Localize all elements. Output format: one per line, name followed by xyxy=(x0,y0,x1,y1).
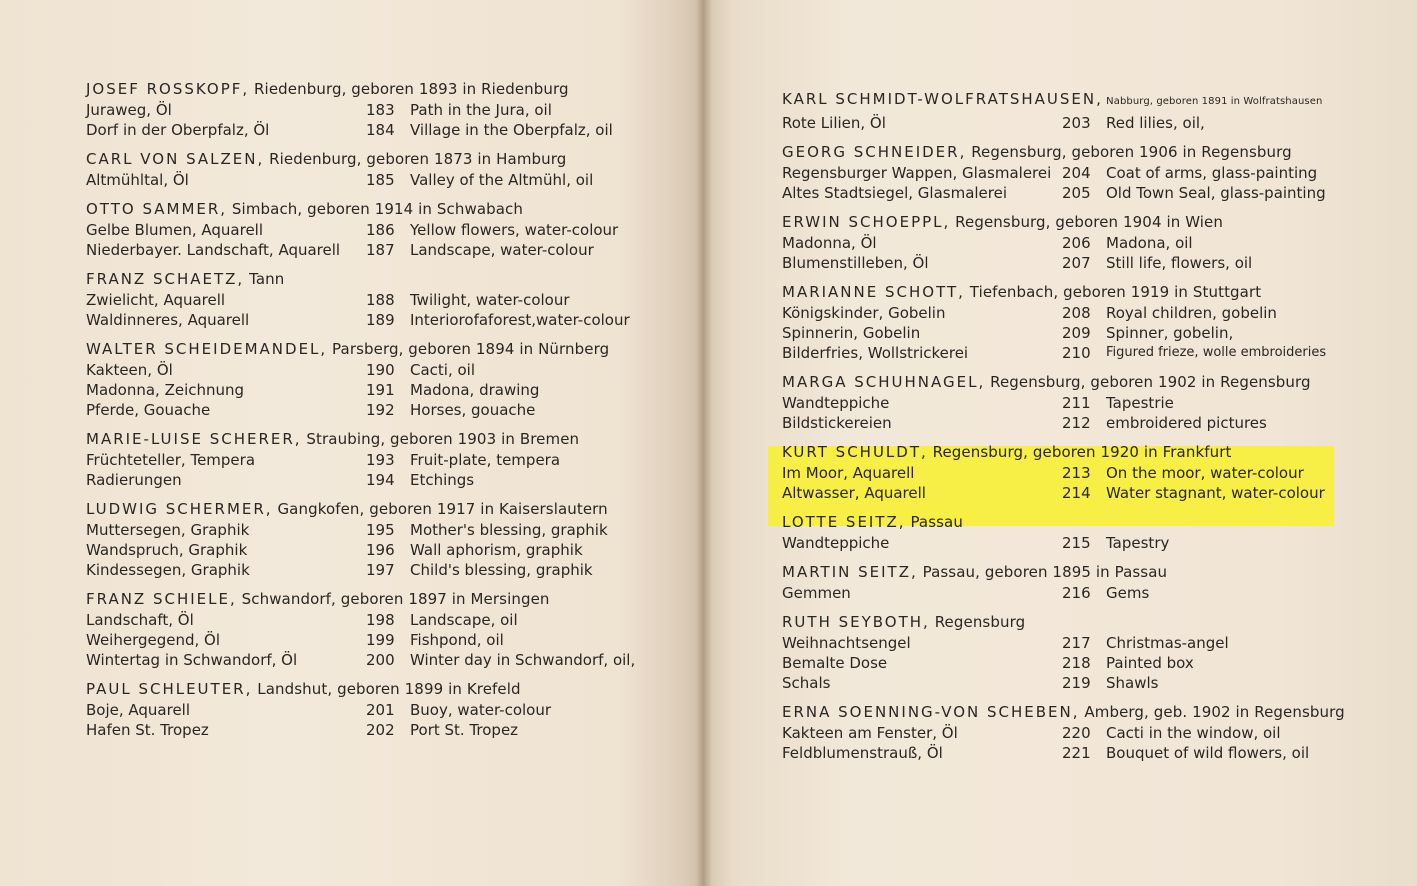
catalog-number: 194 xyxy=(366,471,395,489)
work-row xyxy=(86,520,646,540)
work-row xyxy=(782,533,1342,553)
work-row xyxy=(782,303,1342,323)
artist-name: RUTH SEYBOTH, xyxy=(782,613,930,631)
work-title-german: Regensburger Wappen, Glasmalerei xyxy=(782,164,1052,182)
catalog-number: 219 xyxy=(1062,674,1091,692)
catalog-number: 188 xyxy=(366,291,395,309)
artist-entry xyxy=(86,198,646,260)
work-title-german: Wandspruch, Graphik xyxy=(86,541,248,559)
artist-origin: Gangkofen, geboren 1917 in Kaiserslautern xyxy=(272,500,608,518)
work-title-english: Water stagnant, water-colour xyxy=(1106,484,1325,502)
catalog-number: 201 xyxy=(366,701,395,719)
catalog-number: 196 xyxy=(366,541,395,559)
artist-entry xyxy=(782,88,1342,133)
work-title-english: Tapestrie xyxy=(1106,394,1174,412)
work-title-german: Zwielicht, Aquarell xyxy=(86,291,226,309)
artist-name: PAUL SCHLEUTER, xyxy=(86,680,253,698)
catalog-number: 185 xyxy=(366,171,395,189)
artist-entry xyxy=(86,78,646,140)
work-title-english: Painted box xyxy=(1106,654,1194,672)
work-title-english: Cacti in the window, oil xyxy=(1106,724,1281,742)
work-title-english: Coat of arms, glass-painting xyxy=(1106,164,1318,182)
artist-name: WALTER SCHEIDEMANDEL, xyxy=(86,340,328,358)
work-title-english: Tapestry xyxy=(1106,534,1170,552)
work-title-german: Kakteen am Fenster, Öl xyxy=(782,724,958,742)
artist-name: FRANZ SCHAETZ, xyxy=(86,270,245,288)
work-title-german: Feldblumenstrauß, Öl xyxy=(782,744,943,762)
work-title-english: Red lilies, oil, xyxy=(1106,114,1205,132)
artist-heading xyxy=(86,498,646,520)
work-row xyxy=(86,470,646,490)
work-title-german: Hafen St. Tropez xyxy=(86,721,209,739)
artist-name: MARGA SCHUHNAGEL, xyxy=(782,373,986,391)
work-title-german: Bemalte Dose xyxy=(782,654,888,672)
work-row xyxy=(86,100,646,120)
artist-origin: Nabburg, geboren 1891 in Wolfratshausen xyxy=(1102,96,1323,107)
artist-name: OTTO SAMMER, xyxy=(86,200,228,218)
work-row xyxy=(782,113,1342,133)
work-title-german: Madonna, Zeichnung xyxy=(86,381,245,399)
artist-origin: Passau xyxy=(905,513,963,531)
work-row xyxy=(782,633,1342,653)
work-title-german: Juraweg, Öl xyxy=(86,101,172,119)
left-page-entries xyxy=(86,78,646,748)
catalog-number: 203 xyxy=(1062,114,1091,132)
work-title-german: Kakteen, Öl xyxy=(86,361,173,379)
work-title-english: Still life, flowers, oil xyxy=(1106,254,1253,272)
artist-origin: Passau, geboren 1895 in Passau xyxy=(917,563,1168,581)
work-row xyxy=(782,653,1342,673)
artist-heading xyxy=(782,371,1342,393)
work-title-english: Landscape, water-colour xyxy=(410,241,594,259)
artist-heading xyxy=(782,701,1345,723)
artist-heading xyxy=(86,148,646,170)
artist-origin: Amberg, geb. 1902 in Regensburg xyxy=(1079,703,1345,721)
catalog-number: 198 xyxy=(366,611,395,629)
work-title-german: Waldinneres, Aquarell xyxy=(86,311,250,329)
artist-heading xyxy=(86,678,646,700)
work-title-english: Path in the Jura, oil xyxy=(410,101,552,119)
work-title-english: Yellow flowers, water-colour xyxy=(410,221,619,239)
work-title-english: Fishpond, oil xyxy=(410,631,504,649)
work-title-german: Bilderfries, Wollstrickerei xyxy=(782,344,969,362)
artist-name: MARTIN SEITZ, xyxy=(782,563,918,581)
work-row xyxy=(86,220,646,240)
work-title-english: embroidered pictures xyxy=(1106,414,1267,432)
right-page-entries xyxy=(782,88,1345,771)
work-title-german: Niederbayer. Landschaft, Aquarell xyxy=(86,241,341,259)
work-row xyxy=(782,673,1342,693)
work-title-english: Madona, drawing xyxy=(410,381,540,399)
work-row xyxy=(782,393,1342,413)
artist-heading xyxy=(782,141,1342,163)
catalog-number: 206 xyxy=(1062,234,1091,252)
artist-name: ERWIN SCHOEPPL, xyxy=(782,213,951,231)
artist-entry xyxy=(782,701,1345,763)
artist-origin: Riedenburg, geboren 1873 in Hamburg xyxy=(264,150,567,168)
work-title-german: Wintertag in Schwandorf, Öl xyxy=(86,651,298,669)
work-title-german: Pferde, Gouache xyxy=(86,401,211,419)
artist-entry xyxy=(86,268,646,330)
artist-heading xyxy=(782,88,1342,113)
work-title-german: Königskinder, Gobelin xyxy=(782,304,946,322)
work-row xyxy=(782,253,1342,273)
work-title-german: Gemmen xyxy=(782,584,851,602)
artist-name: KARL SCHMIDT-WOLFRATSHAUSEN, xyxy=(782,90,1103,108)
artist-entry xyxy=(86,498,646,580)
catalog-number: 205 xyxy=(1062,184,1091,202)
artist-entry xyxy=(782,511,1342,553)
artist-origin: Regensburg, geboren 1920 in Frankfurt xyxy=(927,443,1232,461)
work-title-german: Spinnerin, Gobelin xyxy=(782,324,921,342)
work-title-german: Dorf in der Oberpfalz, Öl xyxy=(86,121,270,139)
artist-heading xyxy=(86,268,646,290)
work-row xyxy=(782,483,1342,503)
work-row xyxy=(86,120,646,140)
catalog-number: 211 xyxy=(1062,394,1091,412)
artist-origin: Regensburg, geboren 1904 in Wien xyxy=(950,213,1223,231)
work-title-german: Radierungen xyxy=(86,471,182,489)
artist-entry xyxy=(782,611,1342,693)
artist-name: KURT SCHULDT, xyxy=(782,443,928,461)
work-title-english: Buoy, water-colour xyxy=(410,701,552,719)
work-title-german: Weihergegend, Öl xyxy=(86,631,221,649)
artist-heading xyxy=(86,428,646,450)
work-title-german: Bildstickereien xyxy=(782,414,892,432)
work-row xyxy=(86,540,646,560)
catalog-number: 189 xyxy=(366,311,395,329)
artist-origin: Riedenburg, geboren 1893 in Riedenburg xyxy=(249,80,569,98)
artist-origin: Regensburg xyxy=(929,613,1026,631)
artist-origin: Simbach, geboren 1914 in Schwabach xyxy=(227,200,524,218)
artist-entry xyxy=(782,371,1342,433)
artist-heading xyxy=(86,588,646,610)
catalog-number: 186 xyxy=(366,221,395,239)
catalog-number: 187 xyxy=(366,241,395,259)
work-title-english: Figured frieze, wolle embroideries xyxy=(1106,345,1327,360)
catalog-number: 200 xyxy=(366,651,395,669)
work-row xyxy=(782,343,1342,363)
catalog-number: 220 xyxy=(1062,724,1091,742)
catalog-number: 213 xyxy=(1062,464,1091,482)
artist-origin: Tiefenbach, geboren 1919 in Stuttgart xyxy=(964,283,1262,301)
work-title-german: Im Moor, Aquarell xyxy=(782,464,915,482)
work-title-english: Village in the Oberpfalz, oil xyxy=(410,121,613,139)
work-title-german: Boje, Aquarell xyxy=(86,701,191,719)
catalog-number: 212 xyxy=(1062,414,1091,432)
work-title-english: Port St. Tropez xyxy=(410,721,519,739)
artist-origin: Landshut, geboren 1899 in Krefeld xyxy=(252,680,521,698)
artist-origin: Straubing, geboren 1903 in Bremen xyxy=(301,430,580,448)
work-row xyxy=(782,323,1342,343)
work-row xyxy=(86,290,646,310)
catalog-number: 199 xyxy=(366,631,395,649)
work-title-english: Landscape, oil xyxy=(410,611,518,629)
artist-entry xyxy=(86,338,646,420)
work-title-german: Landschaft, Öl xyxy=(86,611,194,629)
work-title-german: Blumenstilleben, Öl xyxy=(782,254,929,272)
artist-heading xyxy=(782,281,1342,303)
work-row xyxy=(782,463,1342,483)
artist-name: CARL VON SALZEN, xyxy=(86,150,265,168)
work-title-german: Altwasser, Aquarell xyxy=(782,484,926,502)
catalog-number: 209 xyxy=(1062,324,1091,342)
artist-heading xyxy=(782,561,1342,583)
catalog-number: 215 xyxy=(1062,534,1091,552)
work-title-english: Twilight, water-colour xyxy=(410,291,570,309)
artist-name: MARIE-LUISE SCHERER, xyxy=(86,430,302,448)
work-row xyxy=(86,700,646,720)
artist-heading xyxy=(782,611,1342,633)
catalog-number: 214 xyxy=(1062,484,1091,502)
work-row xyxy=(782,413,1342,433)
work-title-german: Altmühltal, Öl xyxy=(86,171,189,189)
work-row xyxy=(86,310,646,330)
artist-entry xyxy=(782,281,1342,363)
artist-entry xyxy=(782,561,1342,603)
work-title-english: Winter day in Schwandorf, oil, xyxy=(410,651,636,669)
work-row xyxy=(782,183,1342,203)
work-title-english: Spinner, gobelin, xyxy=(1106,324,1234,342)
work-row xyxy=(86,650,646,670)
work-title-english: Interiorofaforest,water-colour xyxy=(410,311,630,329)
work-title-german: Gelbe Blumen, Aquarell xyxy=(86,221,264,239)
artist-origin: Regensburg, geboren 1906 in Regensburg xyxy=(966,143,1292,161)
work-row xyxy=(86,720,646,740)
work-title-english: Valley of the Altmühl, oil xyxy=(410,171,594,189)
artist-heading xyxy=(86,78,646,100)
work-title-english: Gems xyxy=(1106,584,1150,602)
artist-entry xyxy=(86,428,646,490)
catalog-number: 218 xyxy=(1062,654,1091,672)
work-row xyxy=(86,380,646,400)
work-row xyxy=(782,743,1342,763)
work-row xyxy=(782,233,1342,253)
catalog-number: 190 xyxy=(366,361,395,379)
artist-heading xyxy=(782,441,1342,463)
catalog-number: 208 xyxy=(1062,304,1091,322)
artist-name: GEORG SCHNEIDER, xyxy=(782,143,967,161)
artist-origin: Regensburg, geboren 1902 in Regensburg xyxy=(985,373,1311,391)
artist-entry xyxy=(86,588,646,670)
catalog-number: 221 xyxy=(1062,744,1091,762)
work-title-german: Kindessegen, Graphik xyxy=(86,561,250,579)
catalog-number: 192 xyxy=(366,401,395,419)
artist-name: MARIANNE SCHOTT, xyxy=(782,283,965,301)
work-row xyxy=(782,583,1342,603)
work-title-german: Wandteppiche xyxy=(782,534,890,552)
catalog-number: 195 xyxy=(366,521,395,539)
work-title-german: Altes Stadtsiegel, Glasmalerei xyxy=(782,184,1008,202)
catalog-number: 204 xyxy=(1062,164,1091,182)
artist-entry xyxy=(782,441,1342,503)
artist-heading xyxy=(86,198,646,220)
artist-entry xyxy=(782,141,1342,203)
right-page xyxy=(704,0,1417,886)
catalog-number: 193 xyxy=(366,451,395,469)
catalog-number: 197 xyxy=(366,561,395,579)
work-title-german: Muttersegen, Graphik xyxy=(86,521,250,539)
catalog-number: 217 xyxy=(1062,634,1091,652)
work-title-english: Old Town Seal, glass-painting xyxy=(1106,184,1326,202)
artist-heading xyxy=(782,211,1342,233)
artist-heading xyxy=(782,511,1342,533)
work-title-german: Schals xyxy=(782,674,831,692)
work-row xyxy=(782,163,1342,183)
work-row xyxy=(86,400,646,420)
work-title-english: Fruit-plate, tempera xyxy=(410,451,561,469)
work-title-english: Madona, oil xyxy=(1106,234,1193,252)
book-gutter xyxy=(696,0,712,886)
work-row xyxy=(86,610,646,630)
work-row xyxy=(86,170,646,190)
work-row xyxy=(86,360,646,380)
left-page xyxy=(0,0,704,886)
work-row xyxy=(86,450,646,470)
catalog-number: 202 xyxy=(366,721,395,739)
work-title-german: Wandteppiche xyxy=(782,394,890,412)
catalog-number: 191 xyxy=(366,381,395,399)
catalog-number: 207 xyxy=(1062,254,1091,272)
artist-origin: Tann xyxy=(244,270,285,288)
work-row xyxy=(86,630,646,650)
catalog-number: 184 xyxy=(366,121,395,139)
work-title-german: Früchteteller, Tempera xyxy=(86,451,256,469)
work-title-german: Weihnachtsengel xyxy=(782,634,911,652)
artist-name: ERNA SOENNING-VON SCHEBEN, xyxy=(782,703,1080,721)
work-title-german: Rote Lilien, Öl xyxy=(782,114,886,132)
artist-name: JOSEF ROSSKOPF, xyxy=(86,80,250,98)
work-row xyxy=(86,560,646,580)
work-title-english: Shawls xyxy=(1106,674,1159,692)
artist-name: LUDWIG SCHERMER, xyxy=(86,500,273,518)
work-title-english: Mother's blessing, graphik xyxy=(410,521,608,539)
work-title-german: Madonna, Öl xyxy=(782,234,877,252)
work-title-english: Etchings xyxy=(410,471,475,489)
catalog-number: 183 xyxy=(366,101,395,119)
work-title-english: Child's blessing, graphik xyxy=(410,561,593,579)
artist-entry xyxy=(86,678,646,740)
work-row xyxy=(782,723,1342,743)
work-title-english: On the moor, water-colour xyxy=(1106,464,1304,482)
work-title-english: Cacti, oil xyxy=(410,361,476,379)
artist-name: LOTTE SEITZ, xyxy=(782,513,906,531)
work-title-english: Horses, gouache xyxy=(410,401,536,419)
artist-origin: Parsberg, geboren 1894 in Nürnberg xyxy=(327,340,610,358)
artist-entry xyxy=(782,211,1342,273)
artist-entry xyxy=(86,148,646,190)
work-title-english: Royal children, gobelin xyxy=(1106,304,1277,322)
artist-name: FRANZ SCHIELE, xyxy=(86,590,237,608)
catalog-number: 216 xyxy=(1062,584,1091,602)
work-title-english: Wall aphorism, graphik xyxy=(410,541,583,559)
work-row xyxy=(86,240,646,260)
catalog-number: 210 xyxy=(1062,344,1091,362)
artist-origin: Schwandorf, geboren 1897 in Mersingen xyxy=(236,590,550,608)
work-title-english: Bouquet of wild flowers, oil xyxy=(1106,744,1310,762)
artist-heading xyxy=(86,338,646,360)
work-title-english: Christmas-angel xyxy=(1106,634,1229,652)
